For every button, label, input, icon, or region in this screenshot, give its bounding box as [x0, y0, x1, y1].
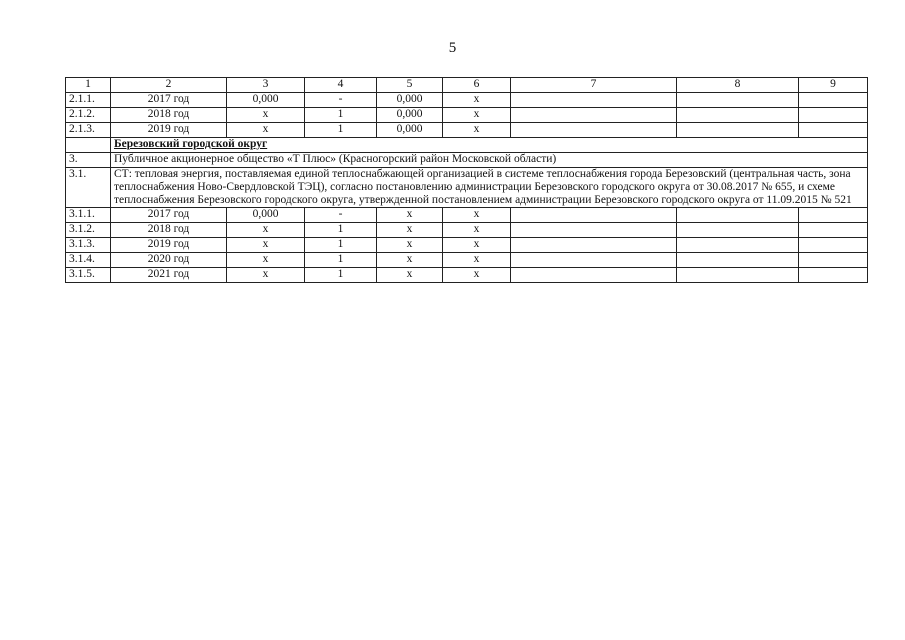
row-year: 2018 год: [111, 223, 227, 238]
row-number: 3.1.5.: [66, 268, 111, 283]
organization-name: Публичное акционерное общество «Т Плюс» (Красногорский район Московской области): [111, 153, 868, 168]
cell-col3: 0,000: [227, 208, 305, 223]
cell-col5: 0,000: [377, 123, 443, 138]
table-row: [66, 253, 868, 268]
cell-col5: 0,000: [377, 93, 443, 108]
section-row: [66, 138, 868, 153]
row-number: 2.1.3.: [66, 123, 111, 138]
tariff-description: СТ: тепловая энергия, поставляемая единой теплоснабжающей организацией в системе теплоснабжения города Березовский (центральная часть, зона теплоснабжения Ново-Свердловской ТЭЦ), согласно постановлению администрации Березовского городского округа от 30.08.2017 № 655, и схеме теплоснабжения Березовского городского округа, утвержденной постановлением администрации Березовского городского округа от 11.09.2015 № 521: [111, 168, 868, 208]
cell-col9: [799, 268, 868, 283]
cell-col8: [677, 268, 799, 283]
cell-col4: 1: [305, 123, 377, 138]
row-year: 2019 год: [111, 238, 227, 253]
cell-col5: x: [377, 208, 443, 223]
cell-col3: x: [227, 108, 305, 123]
cell-col9: [799, 93, 868, 108]
table-row: [66, 238, 868, 253]
cell-col4: 1: [305, 223, 377, 238]
cell-col7: [511, 108, 677, 123]
row-year: 2021 год: [111, 268, 227, 283]
section-blank: [66, 138, 111, 153]
cell-col7: [511, 208, 677, 223]
table-row: [66, 108, 868, 123]
row-year: 2018 год: [111, 108, 227, 123]
table-row: [66, 93, 868, 108]
row-number: 3.: [66, 153, 111, 168]
cell-col7: [511, 253, 677, 268]
cell-col8: [677, 108, 799, 123]
cell-col9: [799, 238, 868, 253]
cell-col8: [677, 238, 799, 253]
cell-col7: [511, 93, 677, 108]
cell-col6: x: [443, 93, 511, 108]
row-year: 2019 год: [111, 123, 227, 138]
cell-col7: [511, 238, 677, 253]
cell-col3: x: [227, 253, 305, 268]
cell-col8: [677, 208, 799, 223]
column-number: 9: [799, 78, 868, 93]
cell-col9: [799, 123, 868, 138]
cell-col3: x: [227, 123, 305, 138]
cell-col5: x: [377, 268, 443, 283]
cell-col9: [799, 108, 868, 123]
cell-col9: [799, 208, 868, 223]
row-year: 2017 год: [111, 208, 227, 223]
row-number: 2.1.2.: [66, 108, 111, 123]
cell-col8: [677, 93, 799, 108]
table-row: [66, 223, 868, 238]
cell-col4: 1: [305, 238, 377, 253]
column-number: 8: [677, 78, 799, 93]
row-number: 3.1.3.: [66, 238, 111, 253]
column-number: 5: [377, 78, 443, 93]
cell-col9: [799, 223, 868, 238]
row-number: 2.1.1.: [66, 93, 111, 108]
organization-row: [66, 153, 868, 168]
cell-col6: x: [443, 123, 511, 138]
column-number: 3: [227, 78, 305, 93]
row-year: 2017 год: [111, 93, 227, 108]
row-number: 3.1.2.: [66, 223, 111, 238]
column-number: 6: [443, 78, 511, 93]
cell-col3: x: [227, 238, 305, 253]
cell-col4: 1: [305, 268, 377, 283]
section-title: Березовский городской округ: [111, 138, 868, 153]
column-number: 1: [66, 78, 111, 93]
cell-col7: [511, 223, 677, 238]
column-number-row: [66, 78, 868, 93]
column-number: 4: [305, 78, 377, 93]
cell-col4: 1: [305, 108, 377, 123]
cell-col4: -: [305, 93, 377, 108]
cell-col9: [799, 253, 868, 268]
row-number: 3.1.: [66, 168, 111, 208]
cell-col8: [677, 223, 799, 238]
cell-col4: 1: [305, 253, 377, 268]
table-row: [66, 123, 868, 138]
data-table: [65, 77, 868, 283]
cell-col6: x: [443, 223, 511, 238]
cell-col3: x: [227, 268, 305, 283]
cell-col6: x: [443, 238, 511, 253]
cell-col7: [511, 123, 677, 138]
column-number: 7: [511, 78, 677, 93]
table-row: [66, 208, 868, 223]
cell-col6: x: [443, 208, 511, 223]
cell-col3: x: [227, 223, 305, 238]
page-number: 5: [448, 40, 457, 56]
cell-col6: x: [443, 108, 511, 123]
row-number: 3.1.4.: [66, 253, 111, 268]
column-number: 2: [111, 78, 227, 93]
table-row: [66, 268, 868, 283]
cell-col4: -: [305, 208, 377, 223]
cell-col5: 0,000: [377, 108, 443, 123]
cell-col6: x: [443, 253, 511, 268]
cell-col6: x: [443, 268, 511, 283]
cell-col5: x: [377, 253, 443, 268]
cell-col8: [677, 123, 799, 138]
cell-col3: 0,000: [227, 93, 305, 108]
row-year: 2020 год: [111, 253, 227, 268]
description-row: [66, 168, 868, 208]
row-number: 3.1.1.: [66, 208, 111, 223]
cell-col5: x: [377, 238, 443, 253]
cell-col5: x: [377, 223, 443, 238]
cell-col7: [511, 268, 677, 283]
cell-col8: [677, 253, 799, 268]
